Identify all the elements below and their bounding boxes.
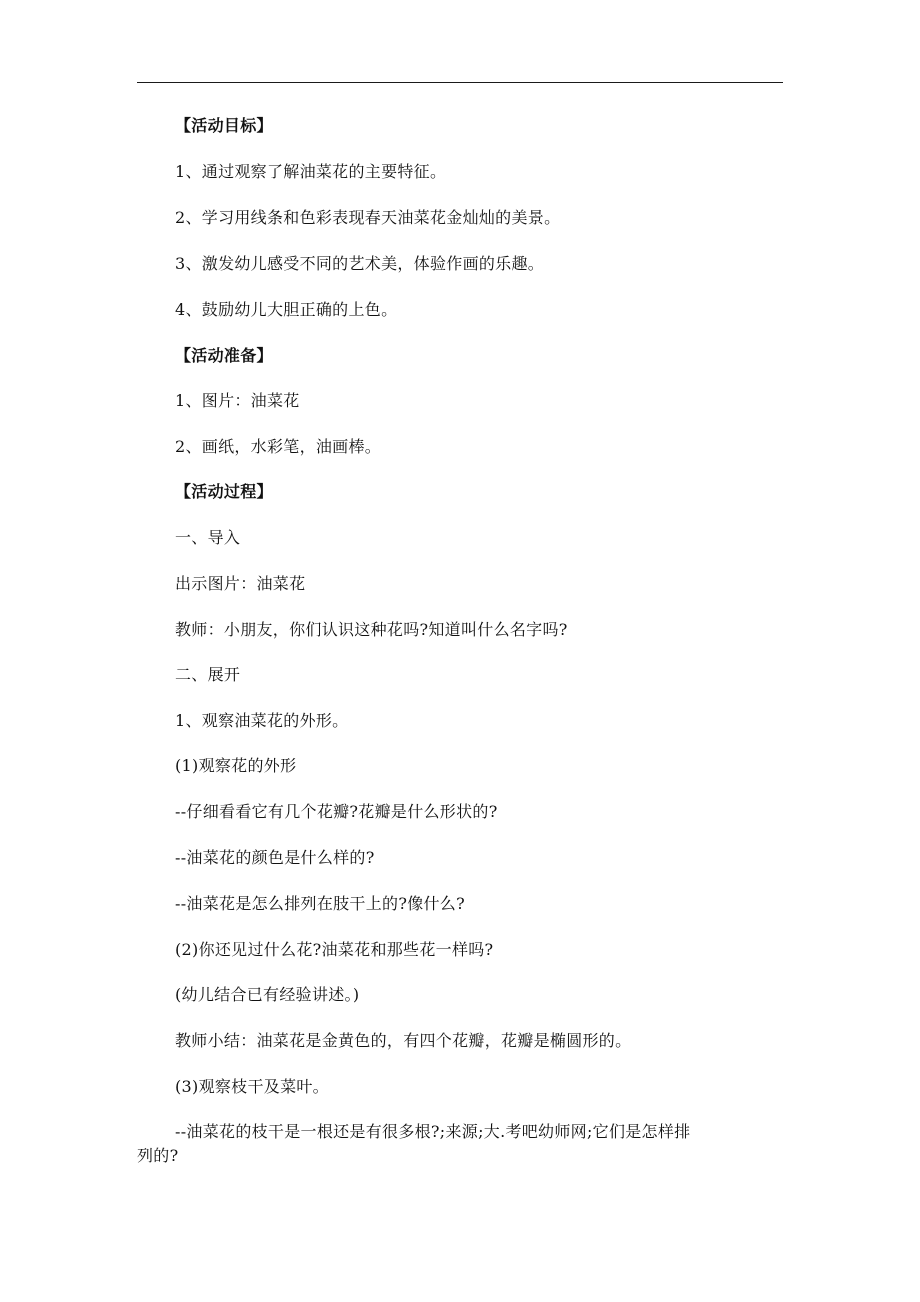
process-line: --油菜花的颜色是什么样的? <box>175 848 375 867</box>
process-line: --油菜花是怎么排列在肢干上的?像什么? <box>175 894 465 913</box>
goal-item: 2、学习用线条和色彩表现春天油菜花金灿灿的美景。 <box>175 208 561 227</box>
process-line: 出示图片：油菜花 <box>175 574 306 593</box>
prep-item: 2、画纸，水彩笔，油画棒。 <box>175 437 382 456</box>
process-line: (幼儿结合已有经验讲述。) <box>175 985 360 1004</box>
heading-activity-process: 【活动过程】 <box>175 482 273 501</box>
prep-item: 1、图片：油菜花 <box>175 391 300 410</box>
goal-item: 4、鼓励幼儿大胆正确的上色。 <box>175 300 398 319</box>
goal-item: 1、通过观察了解油菜花的主要特征。 <box>175 162 447 181</box>
process-line: 1、观察油菜花的外形。 <box>175 711 349 730</box>
process-line: (3)观察枝干及菜叶。 <box>175 1077 329 1096</box>
process-line: 教师小结：油菜花是金黄色的，有四个花瓣，花瓣是椭圆形的。 <box>175 1031 632 1050</box>
process-line: --仔细看看它有几个花瓣?花瓣是什么形状的? <box>175 802 498 821</box>
process-line: (2)你还见过什么花?油菜花和那些花一样吗? <box>175 940 494 959</box>
paragraph-line: --油菜花的枝干是一根还是有很多根?;来源;大.考吧幼师网;它们是怎样排 <box>175 1122 691 1141</box>
header-rule <box>137 82 783 83</box>
process-line: 一、导入 <box>175 528 241 547</box>
paragraph-line: 列的? <box>137 1146 179 1165</box>
process-line: (1)观察花的外形 <box>175 756 297 775</box>
heading-activity-goals: 【活动目标】 <box>175 116 273 135</box>
process-line: 二、展开 <box>175 665 241 684</box>
heading-activity-preparation: 【活动准备】 <box>175 346 273 365</box>
process-line: 教师：小朋友，你们认识这种花吗?知道叫什么名字吗? <box>175 620 568 639</box>
goal-item: 3、激发幼儿感受不同的艺术美，体验作画的乐趣。 <box>175 254 545 273</box>
body-paragraph <box>137 1120 783 1168</box>
